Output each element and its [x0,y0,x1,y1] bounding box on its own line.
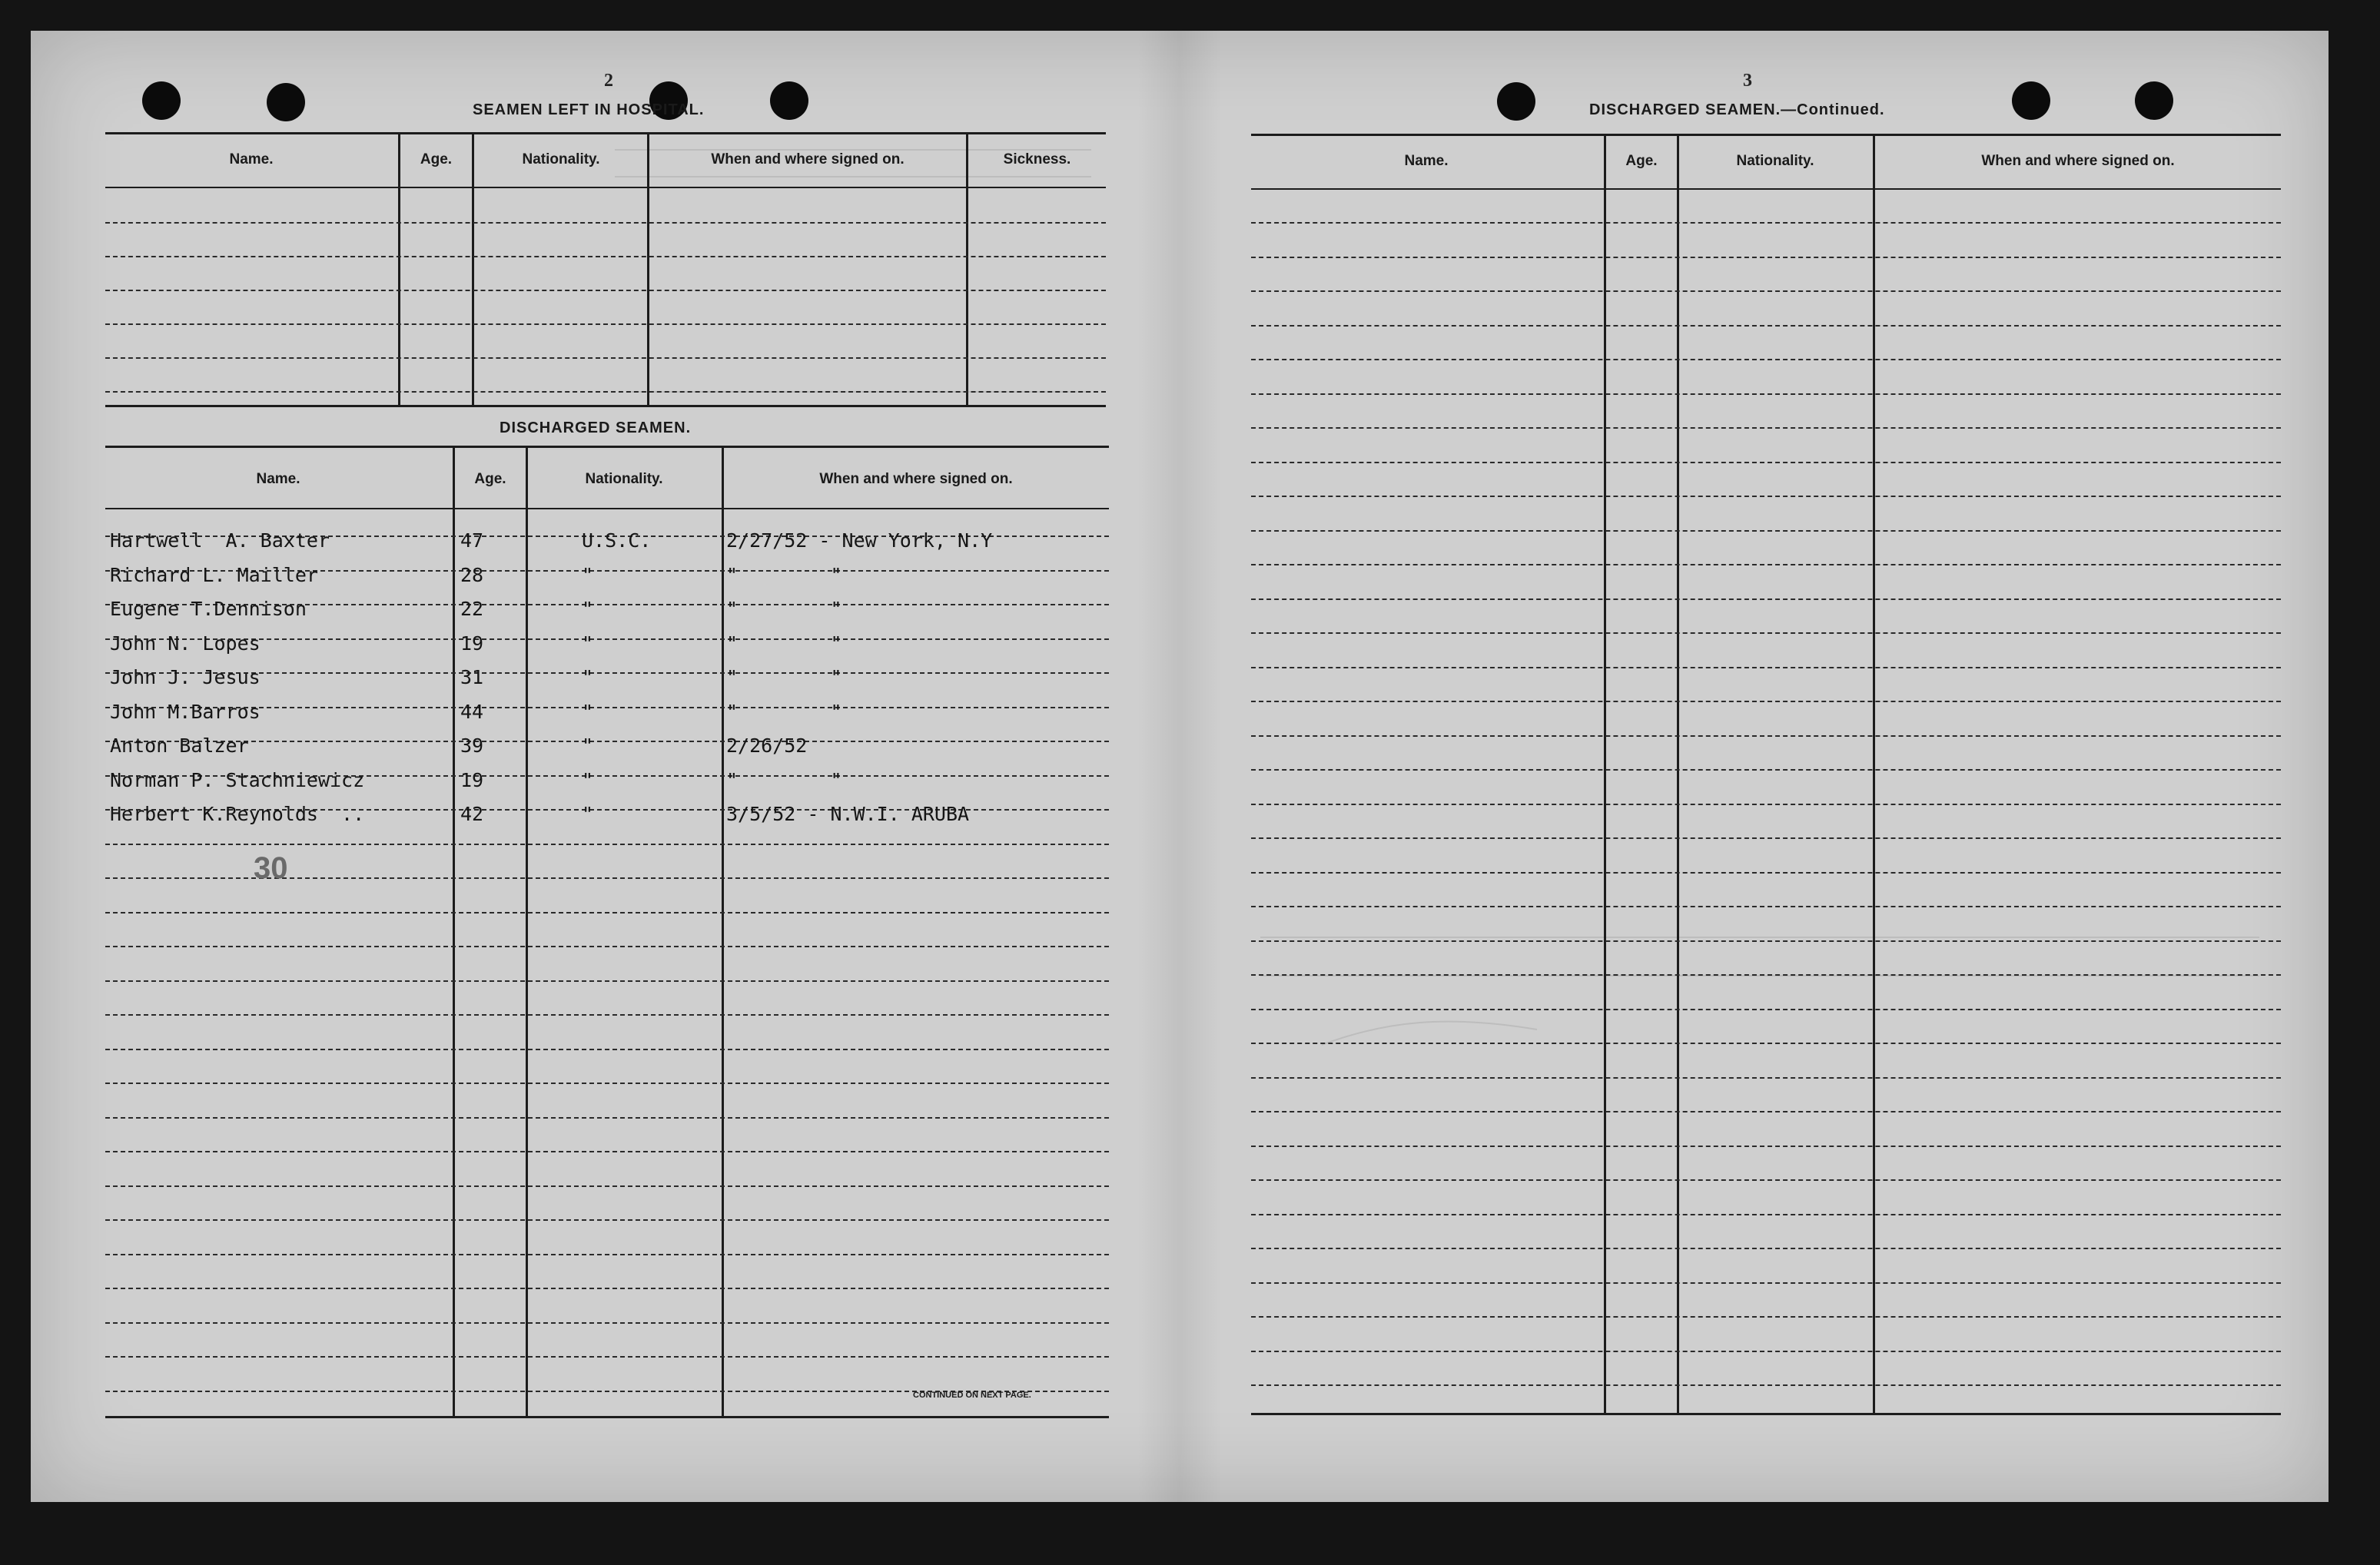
seaman-age: 19 [460,632,484,655]
ruled-line [105,1254,1109,1255]
seaman-name: Richard L. Mailler [110,563,318,586]
seaman-age: 39 [460,734,484,757]
ruled-line [105,256,1106,257]
col-nationality-header: Nationality. [585,471,663,487]
punch-hole [267,83,305,121]
seaman-signed-on: 2/26/52 [726,734,808,757]
hospital-section-title: SEAMEN LEFT IN HOSPITAL. [473,101,705,118]
seaman-name: Herbert K.Reynolds .. [110,803,365,825]
seaman-name: John M.Barros [110,700,261,723]
column-divider [1604,136,1606,1413]
ruled-line [1251,837,2281,839]
col-age-header: Age. [474,471,506,487]
right-page-number: 3 [1743,71,1752,91]
column-divider [472,134,474,405]
column-divider [1873,136,1875,1413]
seaman-signed-on: " " [726,700,842,723]
ruled-line [105,1049,1109,1050]
ruled-line [1251,257,2281,258]
column-divider [453,448,455,1416]
seaman-nationality: " [582,768,594,791]
ruled-line [105,1322,1109,1324]
ruled-line [1251,1384,2281,1386]
col-age-header: Age. [1625,153,1658,169]
seaman-age: 19 [460,768,484,791]
col-signed-on-header: When and where signed on. [1981,153,2175,169]
col-nationality-header: Nationality. [1736,153,1814,169]
ruled-line [105,1288,1109,1289]
ruled-line [105,844,1109,845]
right-section-title: DISCHARGED SEAMEN.—Continued. [1589,101,1885,118]
discharged-continued-table [1251,134,2281,1415]
continued-table-header [1251,136,2281,190]
ruled-line [105,741,1109,742]
ruled-line [1251,940,2281,942]
col-name-header: Name. [1404,153,1449,169]
continued-footer: CONTINUED ON NEXT PAGE. [913,1391,1031,1400]
ruled-line [1251,1077,2281,1079]
ruled-line [1251,359,2281,360]
ruled-line [1251,1282,2281,1284]
seaman-signed-on: " " [726,768,842,791]
ruled-line [1251,769,2281,771]
ruled-line [1251,906,2281,907]
seaman-name: Eugene T.Dennison [110,598,307,620]
ruled-line [1251,1248,2281,1249]
punch-hole [770,81,808,120]
ruled-line [105,946,1109,947]
discharged-section-title: DISCHARGED SEAMEN. [500,419,692,436]
column-divider [966,134,968,405]
hospital-table-header [105,134,1106,188]
seaman-age: 31 [460,666,484,688]
col-nationality-header: Nationality. [522,151,600,167]
ruled-line [105,1356,1109,1358]
ruled-line [1251,393,2281,395]
seaman-nationality: " [582,632,594,655]
ruled-line [1251,632,2281,634]
ruled-line [1251,496,2281,497]
ruled-line [1251,427,2281,429]
seaman-age: 44 [460,700,484,723]
col-age-header: Age. [420,151,453,167]
seaman-nationality: " [582,734,594,757]
seaman-name: Anton Balzer [110,734,249,757]
ruled-line [1251,462,2281,463]
seaman-age: 42 [460,803,484,825]
ruled-line [1251,325,2281,327]
ruled-line [1251,735,2281,737]
document-sheet [31,31,2329,1502]
col-signed-on-header: When and where signed on. [819,471,1013,487]
discharged-table-header [105,448,1109,509]
punch-hole [142,81,181,120]
seaman-name: John N. Lopes [110,632,261,655]
ruled-line [105,323,1106,325]
col-signed-on-header: When and where signed on. [711,151,905,167]
ruled-line [1251,667,2281,668]
punch-hole [2012,81,2050,120]
ruled-line [1251,1111,2281,1112]
discharged-table [105,446,1109,1418]
col-sickness-header: Sickness. [1003,151,1071,167]
seaman-name: Norman P. Stachniewicz [110,768,365,791]
ruled-line [105,357,1106,359]
seaman-signed-on: " " [726,563,842,586]
ruled-line [1251,290,2281,292]
ruled-line [105,980,1109,982]
column-divider [647,134,649,405]
ruled-line [105,1014,1109,1016]
col-name-header: Name. [229,151,274,167]
seaman-signed-on: " " [726,632,842,655]
ruled-line [105,391,1106,393]
seaman-age: 28 [460,563,484,586]
ruled-line [1251,701,2281,702]
col-name-header: Name. [256,471,300,487]
punch-hole [1497,82,1535,121]
ruled-line [1251,872,2281,874]
seaman-nationality: " [582,598,594,620]
ruled-line [1251,1043,2281,1044]
ruled-line [1251,1214,2281,1215]
seaman-signed-on: " " [726,598,842,620]
ruled-line [105,290,1106,291]
seaman-nationality: " [582,563,594,586]
seaman-signed-on: " " [726,666,842,688]
ruled-line [1251,222,2281,224]
ruled-line [1251,530,2281,532]
ruled-line [1251,564,2281,565]
ruled-line [105,1219,1109,1221]
ruled-line [1251,1009,2281,1010]
ruled-line [105,912,1109,913]
ruled-line [1251,598,2281,600]
ruled-line [105,1151,1109,1152]
ruled-line [1251,1316,2281,1318]
ruled-line [1251,1146,2281,1147]
seaman-nationality: " [582,803,594,825]
left-page-number: 2 [604,71,613,91]
ruled-line [105,1083,1109,1084]
seaman-name: Hartwell A. Baxter [110,529,330,552]
ruled-line [105,222,1106,224]
ruled-line [105,1117,1109,1119]
seaman-signed-on: 3/5/52 - N.W.I. ARUBA [726,803,970,825]
hospital-table [105,132,1106,407]
ruled-line [1251,1351,2281,1352]
column-divider [722,448,724,1416]
page-gutter [1137,31,1222,1502]
ruled-line [105,1185,1109,1187]
seaman-age: 47 [460,529,484,552]
seaman-nationality: " [582,666,594,688]
column-divider [398,134,400,405]
seaman-age: 22 [460,598,484,620]
seaman-nationality: U.S.C. [582,529,652,552]
seaman-signed-on: 2/27/52 - New York, N.Y [726,529,993,552]
ruled-line [1251,1179,2281,1181]
seaman-name: John J. Jesus [110,666,261,688]
ruled-line [1251,804,2281,805]
seaman-nationality: " [582,700,594,723]
faint-stamp-mark: 30 [254,851,288,885]
punch-hole [2135,81,2173,120]
ruled-line [1251,974,2281,976]
column-divider [526,448,528,1416]
column-divider [1677,136,1679,1413]
